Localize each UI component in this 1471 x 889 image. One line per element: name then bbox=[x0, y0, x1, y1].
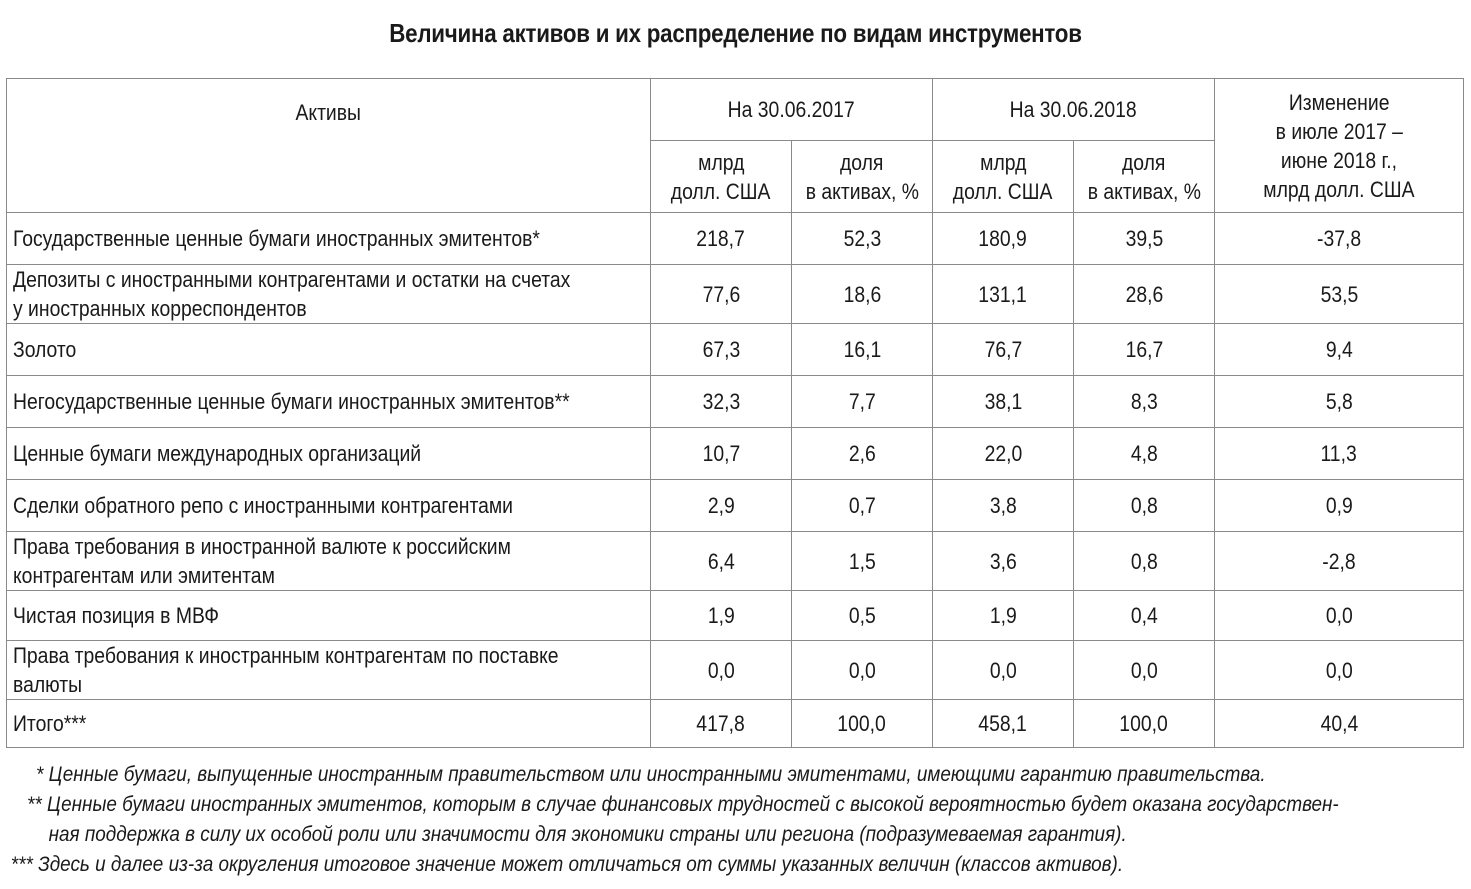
total-label: Итого*** bbox=[7, 700, 651, 748]
table-row bbox=[7, 641, 1464, 700]
header-row-dates bbox=[7, 79, 1464, 141]
table-row bbox=[7, 376, 1464, 428]
footnote-text: Ценные бумаги иностранных эмитентов, которым в случае финансовых трудностей с высокой вероятностью будет оказана государствен- bbox=[46, 793, 1339, 816]
cell-change: 0,9 bbox=[1215, 480, 1464, 532]
footnote-text: Здесь и далее из-за округления итоговое значение может отличаться от суммы указанных величин (классов активов). bbox=[38, 853, 1124, 876]
header-change-line1: Изменение bbox=[1288, 89, 1390, 115]
footnote-text: Ценные бумаги, выпущенные иностранным правительством или иностранными эмитентами, имеющими гарантию правительства. bbox=[48, 763, 1266, 786]
header-share-2017: доля в активах, % bbox=[792, 141, 933, 213]
row-name: Золото bbox=[7, 324, 651, 376]
page-title: Величина активов и их распределение по видам инструментов bbox=[389, 18, 1082, 48]
table-row bbox=[7, 532, 1464, 591]
table-row bbox=[7, 324, 1464, 376]
row-name: Права требования в иностранной валюте к российским контрагентам или эмитентам bbox=[7, 532, 651, 591]
cell-value-2017: 218,7 bbox=[651, 213, 792, 265]
cell-value-2017: 77,6 bbox=[651, 265, 792, 324]
footnote-text: ная поддержка в силу их особой роли или значимости для экономики страны или региона (подразумеваемая гарантия). bbox=[48, 823, 1127, 846]
row-name: Права требования к иностранным контрагентам по поставке валюты bbox=[7, 641, 651, 700]
cell-change: 53,5 bbox=[1215, 265, 1464, 324]
cell-share-2017: 2,6 bbox=[792, 428, 933, 480]
cell-change: 11,3 bbox=[1215, 428, 1464, 480]
table-row bbox=[7, 591, 1464, 641]
cell-share-2018: 16,7 bbox=[1074, 324, 1215, 376]
cell-value-2018: 76,7 bbox=[933, 324, 1074, 376]
cell-value-2018: 38,1 bbox=[933, 376, 1074, 428]
cell-change: 0,0 bbox=[1215, 591, 1464, 641]
header-share-2018: доля в активах, % bbox=[1074, 141, 1215, 213]
cell-change: -2,8 bbox=[1215, 532, 1464, 591]
total-value-2018: 458,1 bbox=[933, 700, 1074, 748]
total-value-2017: 417,8 bbox=[651, 700, 792, 748]
footnote-mark: *** bbox=[10, 853, 33, 876]
cell-share-2017: 52,3 bbox=[792, 213, 933, 265]
cell-change: 5,8 bbox=[1215, 376, 1464, 428]
total-row bbox=[7, 700, 1464, 748]
cell-value-2018: 3,6 bbox=[933, 532, 1074, 591]
cell-share-2017: 18,6 bbox=[792, 265, 933, 324]
cell-value-2017: 67,3 bbox=[651, 324, 792, 376]
cell-share-2018: 4,8 bbox=[1074, 428, 1215, 480]
row-name: Чистая позиция в МВФ bbox=[7, 591, 651, 641]
cell-value-2017: 6,4 bbox=[651, 532, 792, 591]
cell-share-2018: 28,6 bbox=[1074, 265, 1215, 324]
footnote-2 bbox=[0, 790, 1339, 820]
cell-share-2017: 16,1 bbox=[792, 324, 933, 376]
header-assets: Активы bbox=[7, 79, 651, 213]
row-name: Негосударственные ценные бумаги иностранных эмитентов** bbox=[7, 376, 651, 428]
footnotes bbox=[0, 760, 1471, 880]
header-change bbox=[1215, 79, 1464, 213]
cell-value-2018: 0,0 bbox=[933, 641, 1074, 700]
table-row bbox=[7, 265, 1464, 324]
cell-value-2018: 180,9 bbox=[933, 213, 1074, 265]
header-usd-2018: млрд долл. США bbox=[933, 141, 1074, 213]
assets-table bbox=[6, 78, 1464, 748]
header-date-2018: На 30.06.2018 bbox=[933, 79, 1215, 141]
cell-change: -37,8 bbox=[1215, 213, 1464, 265]
cell-share-2017: 0,5 bbox=[792, 591, 933, 641]
table-row bbox=[7, 480, 1464, 532]
table-row bbox=[7, 428, 1464, 480]
header-change-line4: млрд долл. США bbox=[1263, 176, 1415, 202]
cell-change: 9,4 bbox=[1215, 324, 1464, 376]
header-usd-2017: млрд долл. США bbox=[651, 141, 792, 213]
cell-share-2018: 0,0 bbox=[1074, 641, 1215, 700]
row-name: Депозиты с иностранными контрагентами и остатки на счетах у иностранных корреспондентов bbox=[7, 265, 651, 324]
total-share-2017: 100,0 bbox=[792, 700, 933, 748]
cell-share-2018: 0,8 bbox=[1074, 480, 1215, 532]
header-date-2017: На 30.06.2017 bbox=[651, 79, 933, 141]
header-change-line2: в июле 2017 – bbox=[1275, 118, 1403, 144]
cell-share-2017: 0,7 bbox=[792, 480, 933, 532]
cell-share-2017: 1,5 bbox=[792, 532, 933, 591]
cell-share-2018: 0,4 bbox=[1074, 591, 1215, 641]
cell-value-2017: 2,9 bbox=[651, 480, 792, 532]
cell-share-2017: 0,0 bbox=[792, 641, 933, 700]
cell-value-2017: 32,3 bbox=[651, 376, 792, 428]
footnote-3 bbox=[0, 850, 1324, 880]
cell-share-2017: 7,7 bbox=[792, 376, 933, 428]
total-change: 40,4 bbox=[1215, 700, 1464, 748]
cell-value-2017: 10,7 bbox=[651, 428, 792, 480]
footnote-mark: ** bbox=[27, 793, 42, 816]
footnote-mark: * bbox=[36, 763, 44, 786]
cell-share-2018: 39,5 bbox=[1074, 213, 1215, 265]
row-name: Государственные ценные бумаги иностранных эмитентов* bbox=[7, 213, 651, 265]
cell-value-2018: 3,8 bbox=[933, 480, 1074, 532]
cell-value-2018: 22,0 bbox=[933, 428, 1074, 480]
table-row bbox=[7, 213, 1464, 265]
cell-value-2017: 1,9 bbox=[651, 591, 792, 641]
row-name: Ценные бумаги международных организаций bbox=[7, 428, 651, 480]
cell-value-2018: 131,1 bbox=[933, 265, 1074, 324]
cell-share-2018: 8,3 bbox=[1074, 376, 1215, 428]
cell-change: 0,0 bbox=[1215, 641, 1464, 700]
cell-value-2017: 0,0 bbox=[651, 641, 792, 700]
cell-share-2018: 0,8 bbox=[1074, 532, 1215, 591]
footnote-1 bbox=[0, 760, 1324, 790]
cell-value-2018: 1,9 bbox=[933, 591, 1074, 641]
row-name: Сделки обратного репо с иностранными контрагентами bbox=[7, 480, 651, 532]
footnote-2-continued bbox=[0, 820, 1324, 850]
total-share-2018: 100,0 bbox=[1074, 700, 1215, 748]
header-change-line3: июне 2018 г., bbox=[1280, 147, 1398, 173]
